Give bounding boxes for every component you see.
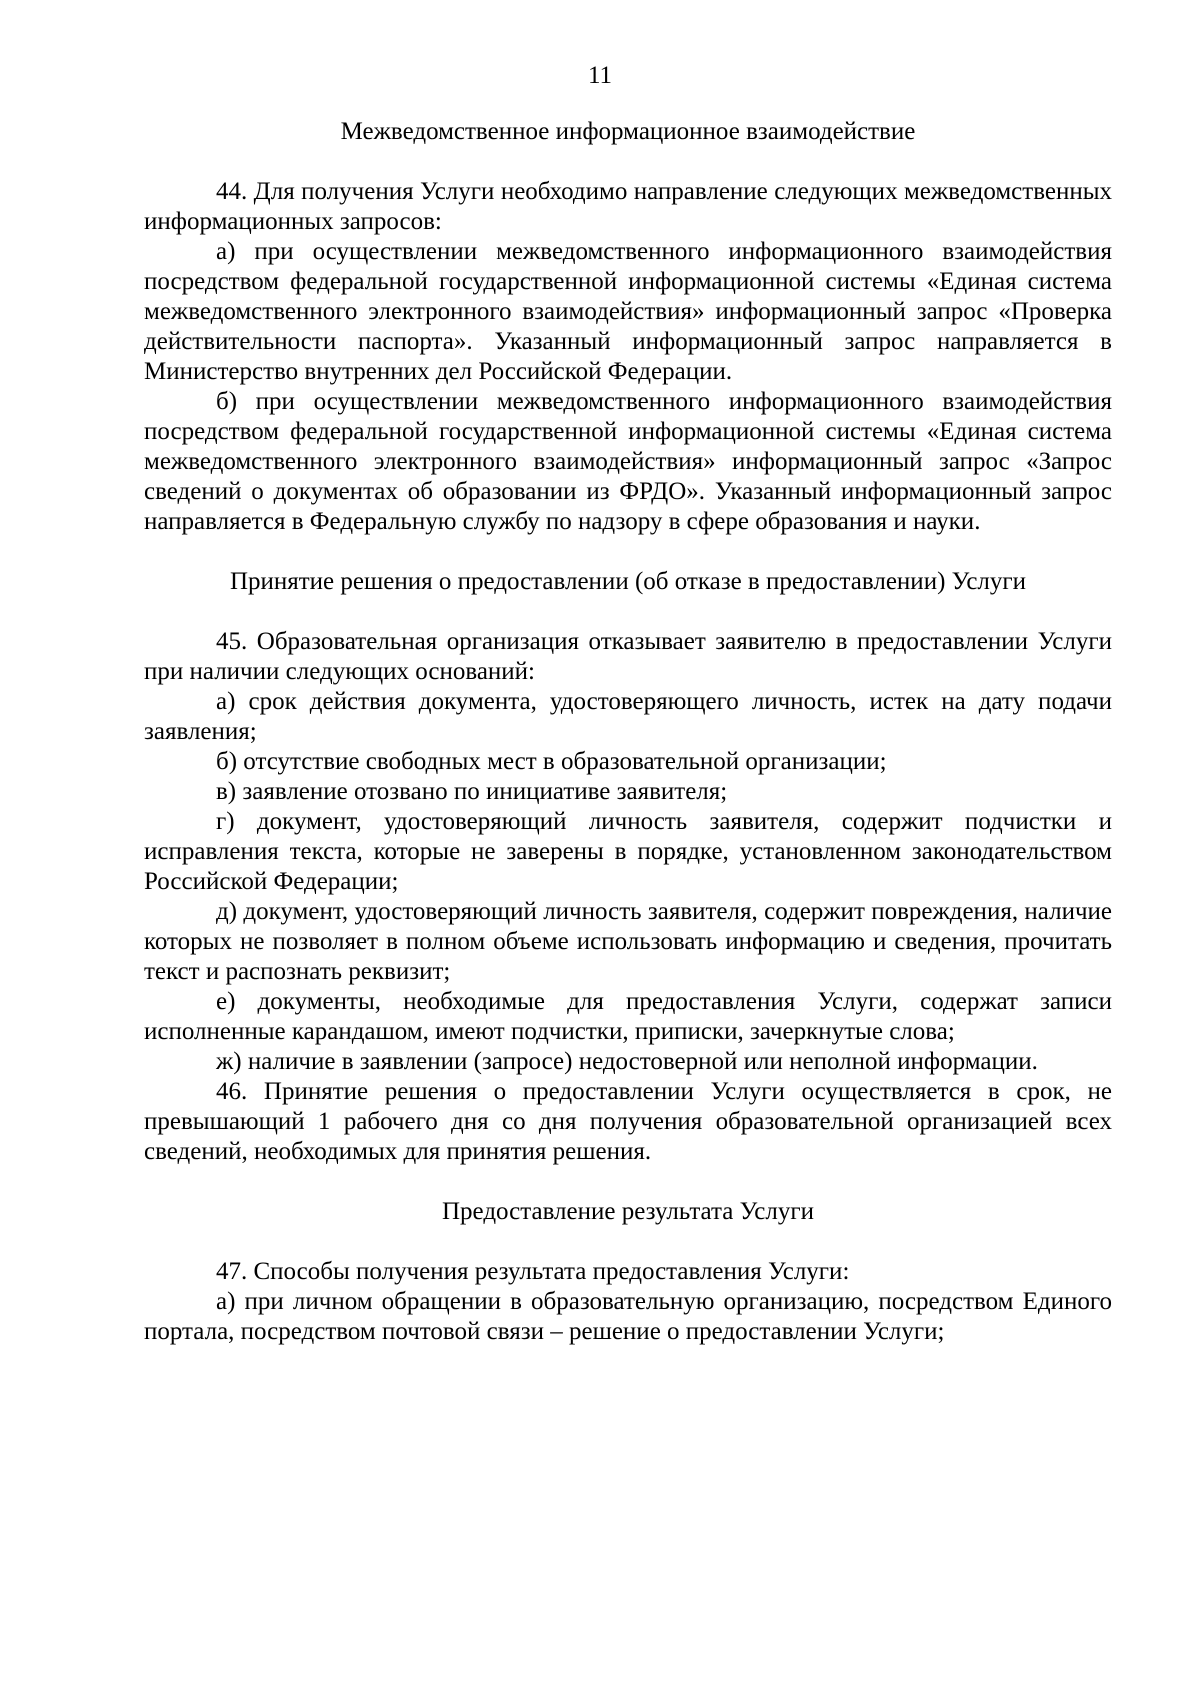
- spacer: [144, 147, 1112, 177]
- paragraph-45-v: в) заявление отозвано по инициативе заявителя;: [216, 778, 728, 805]
- paragraph-45-g: г) документ, удостоверяющий личность заявителя, содержит подчистки и исправления текста, которые не заверены в порядке, установленном законодательством Российской Федерации;: [144, 808, 1112, 895]
- paragraph-44-a: а) при осуществлении межведомственного информационного взаимодействия посредством федеральной государственной информационной системы «Единая система межведомственного электронного взаимодействия» информационный запрос «Проверка действительности паспорта». Указанный информационный запрос направляется в Министерство внутренних дел Российской Федерации.: [144, 238, 1112, 385]
- spacer: [144, 597, 1112, 627]
- paragraph-45-d: д) документ, удостоверяющий личность заявителя, содержит повреждения, наличие которых не позволяет в полном объеме использовать информацию и сведения, прочитать текст и распознать реквизит;: [144, 898, 1112, 985]
- section-heading-decision: Принятие решения о предоставлении (об отказе в предоставлении) Услуги: [229, 568, 1027, 595]
- paragraph-47: 47. Способы получения результата предоставления Услуги:: [216, 1258, 850, 1285]
- section-heading-interagency: Межведомственное информационное взаимодействие: [340, 118, 916, 145]
- document-body: [144, 117, 1112, 1347]
- section-heading-result: Предоставление результата Услуги: [442, 1198, 814, 1225]
- paragraph-44-b: б) при осуществлении межведомственного информационного взаимодействия посредством федеральной государственной информационной системы «Единая система межведомственного электронного взаимодействия» информационный запрос «Запрос сведений о документах об образовании из ФРДО». Указанный информационный запрос направляется в Федеральную службу по надзору в сфере образования и науки.: [144, 388, 1112, 535]
- spacer: [144, 537, 1112, 567]
- paragraph-45: 45. Образовательная организация отказывает заявителю в предоставлении Услуги при наличии следующих оснований:: [144, 628, 1112, 685]
- page-number: 11: [587, 62, 613, 89]
- paragraph-45-b: б) отсутствие свободных мест в образовательной организации;: [216, 748, 887, 775]
- paragraph-47-a: а) при личном обращении в образовательную организацию, посредством Единого портала, посредством почтовой связи – решение о предоставлении Услуги;: [144, 1288, 1112, 1345]
- paragraph-44: 44. Для получения Услуги необходимо направление следующих межведомственных информационных запросов:: [144, 178, 1112, 235]
- paragraph-45-zh: ж) наличие в заявлении (запросе) недостоверной или неполной информации.: [216, 1048, 1038, 1075]
- spacer: [144, 1227, 1112, 1257]
- paragraph-45-e: е) документы, необходимые для предоставления Услуги, содержат записи исполненные карандашом, имеют подчистки, приписки, зачеркнутые слова;: [144, 988, 1112, 1045]
- paragraph-46: 46. Принятие решения о предоставлении Услуги осуществляется в срок, не превышающий 1 рабочего дня со дня получения образовательной организацией всех сведений, необходимых для принятия решения.: [144, 1078, 1112, 1165]
- spacer: [144, 1167, 1112, 1197]
- paragraph-45-a: а) срок действия документа, удостоверяющего личность, истек на дату подачи заявления;: [144, 688, 1112, 745]
